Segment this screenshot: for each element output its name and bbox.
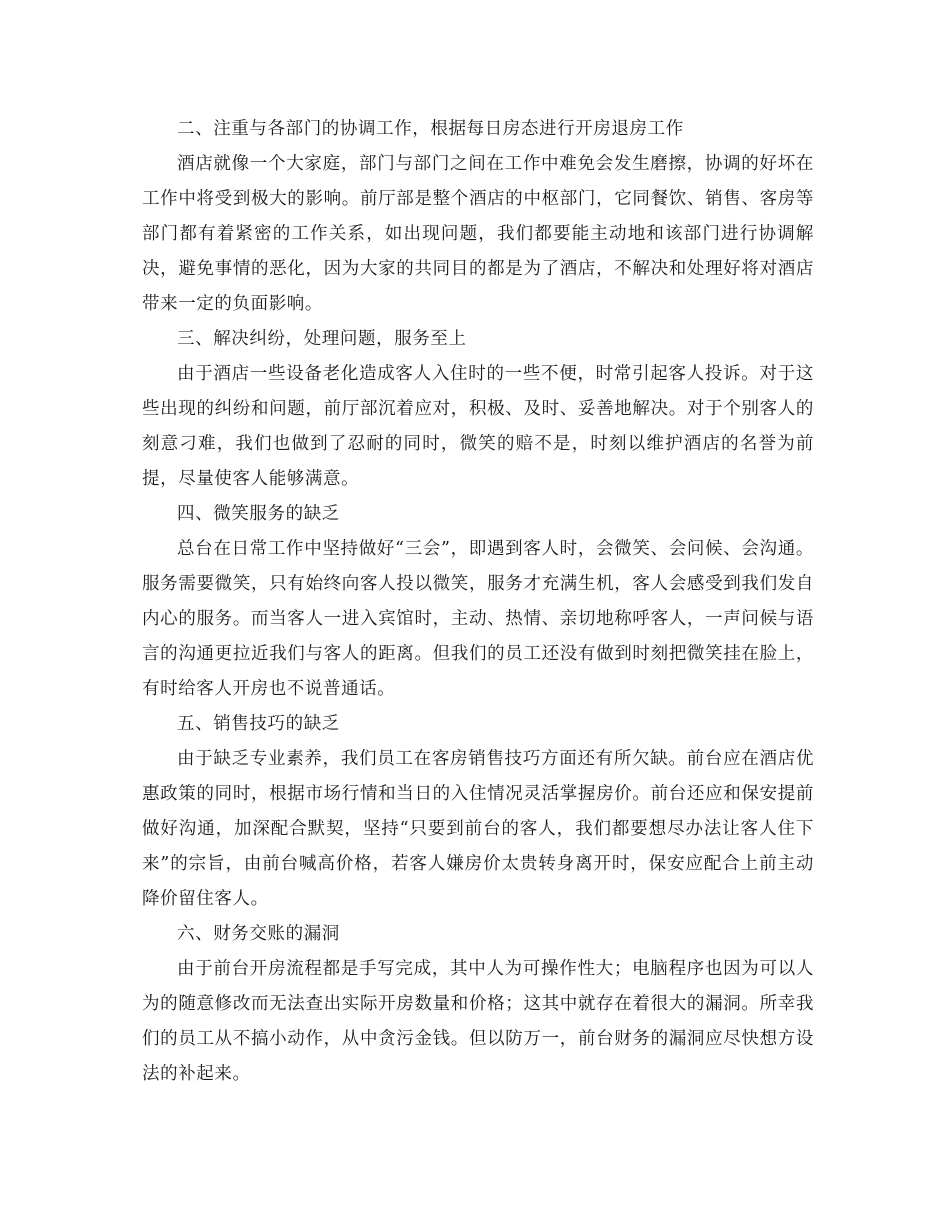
section-heading-5: 五、销售技巧的缺乏	[177, 714, 340, 734]
paragraph-smile-service: 总台在日常工作中坚持做好“三会”，即遇到客人时，会微笑、会问候、会沟通。服务需要微笑，只有始终向客人投以微笑，服务才充满生机，客人会感受到我们发自内心的服务。而当客人一进入宾馆时，主动、热情、亲切地称呼客人，一声问候与语言的沟通更拉近我们与客人的距离。但我们的员工还没有做到时刻把微笑挂在脸上，有时给客人开房也不说普通话。	[142, 539, 814, 699]
section-heading-6: 六、财务交账的漏洞	[177, 924, 340, 944]
paragraph-finance: 由于前台开房流程都是手写完成，其中人为可操作性大；电脑程序也因为可以人为的随意修改而无法查出实际开房数量和价格；这其中就存在着很大的漏洞。所幸我们的员工从不搞小动作，从中贪污金钱。但以防万一，前台财务的漏洞应尽快想方设法的补起来。	[142, 959, 814, 1084]
section-heading-3: 三、解决纠纷，处理问题，服务至上	[177, 329, 467, 349]
paragraph-sales-skills: 由于缺乏专业素养，我们员工在客房销售技巧方面还有所欠缺。前台应在酒店优惠政策的同时，根据市场行情和当日的入住情况灵活掌握房价。前台还应和保安提前做好沟通，加深配合默契，坚持“只要到前台的客人，我们都要想尽办法让客人住下来”的宗旨，由前台喊高价格，若客人嫌房价太贵转身离开时，保安应配合上前主动降价留住客人。	[142, 749, 814, 909]
section-heading-4: 四、微笑服务的缺乏	[177, 504, 340, 524]
section-heading-2: 二、注重与各部门的协调工作，根据每日房态进行开房退房工作	[177, 119, 684, 139]
document-body	[142, 112, 814, 1092]
paragraph-disputes: 由于酒店一些设备老化造成客人入住时的一些不便，时常引起客人投诉。对于这些出现的纠纷和问题，前厅部沉着应对，积极、及时、妥善地解决。对于个别客人的刻意刁难，我们也做到了忍耐的同时，微笑的赔不是，时刻以维护酒店的名誉为前提，尽量使客人能够满意。	[142, 364, 814, 489]
paragraph-coordination: 酒店就像一个大家庭，部门与部门之间在工作中难免会发生磨擦，协调的好坏在工作中将受到极大的影响。前厅部是整个酒店的中枢部门，它同餐饮、销售、客房等部门都有着紧密的工作关系，如出现问题，我们都要能主动地和该部门进行协调解决，避免事情的恶化，因为大家的共同目的都是为了酒店，不解决和处理好将对酒店带来一定的负面影响。	[142, 154, 814, 314]
